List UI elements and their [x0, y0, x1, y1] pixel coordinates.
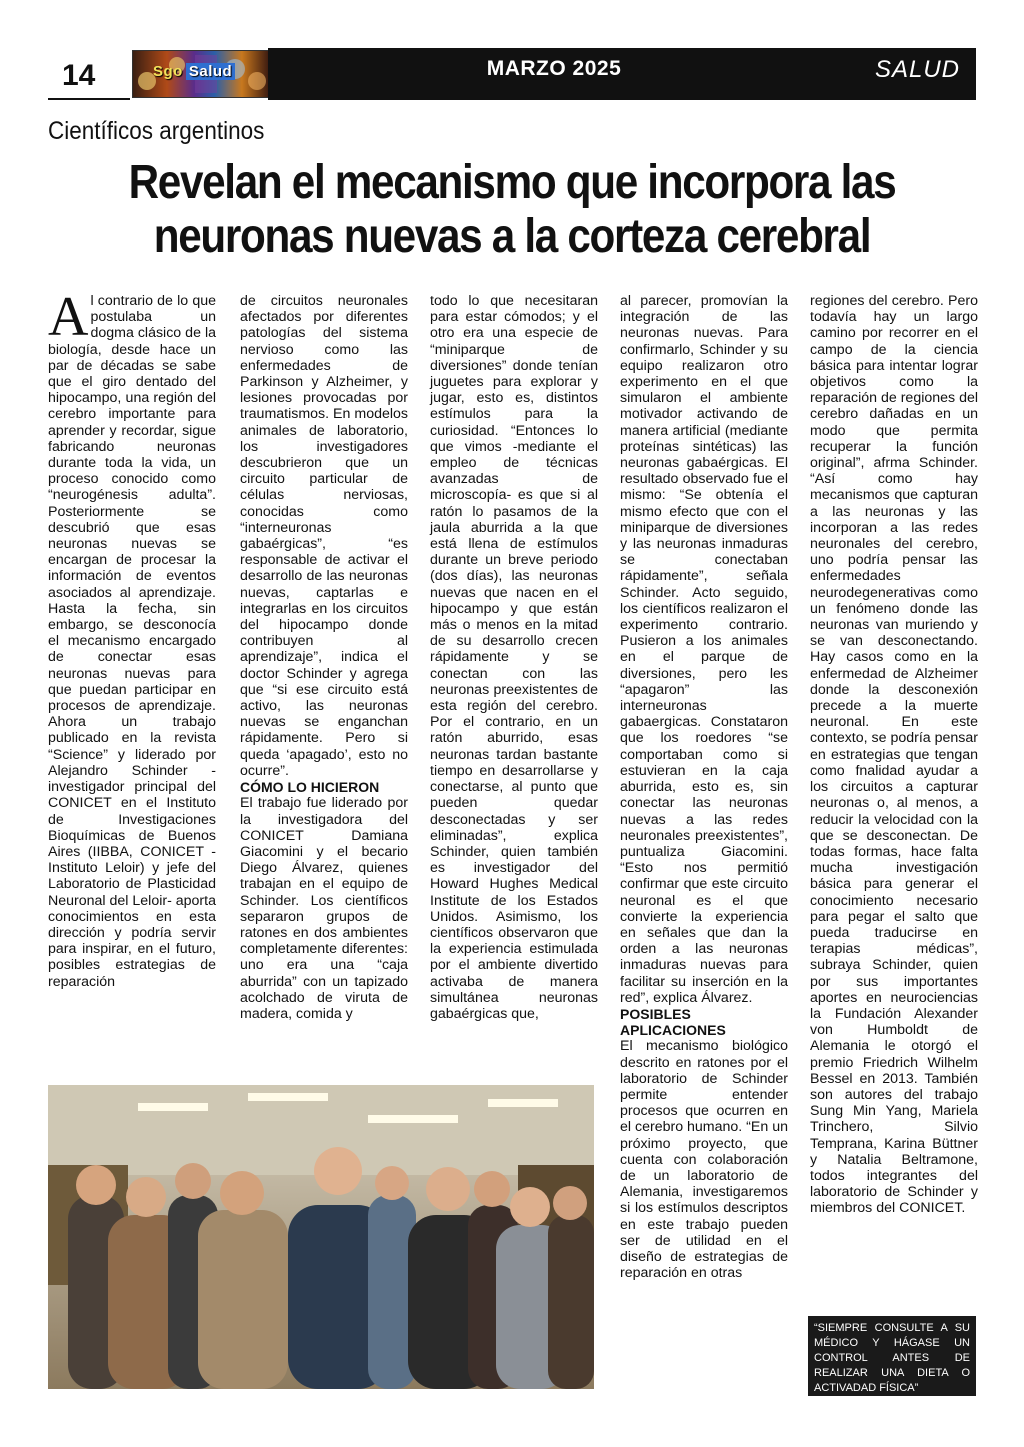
page-header	[48, 48, 976, 100]
column-3-text: todo lo que necesitaran para estar cómodos; y el otro era una especie de “miniparque de diversiones” donde tenían juguetes para explorar y jugar, esto es, distintos estímulos para la curiosidad. “Entonces lo que vimos -mediante el empleo de técnicas avanzadas de microscopía- es que si al ratón lo pasamos de la jaula aburrida a la que está llena de estímulos durante un breve periodo (dos días), las neuronas nuevas que nacen en el hipocampo y que están más o menos en la mitad de su desarrollo crecen rápidamente y se conectan con las neuronas preexistentes de esta región del cerebro. Por el contrario, en un ratón aburrido, esas neuronas tardan bastante tiempo en desarrollarse y conectarse, al punto que pueden quedar desconectadas y ser eliminadas”, explica Schinder, quien también es investigador del Howard Hughes Medical Institute de los Estados Unidos. Asimismo, los científicos observaron que la experiencia estimulada por el ambiente divertido activaba de manera simultánea neuronas gabaérgicas que,	[430, 293, 598, 1022]
drop-cap: A	[48, 286, 89, 348]
article-column-4	[620, 293, 788, 1281]
column-2-text-continued: El trabajo fue liderado por la investigadora del CONICET Damiana Giacomini y el becario Diego Álvarez, quienes trabajan en el equipo de Schinder. Los científicos separaron grupos de ratones en dos ambientes completamente diferentes: uno era una “caja aburrida” con un tapizado acolchado de viruta de madera, comida y	[240, 795, 408, 1022]
article-column-3	[430, 293, 598, 1022]
article-column-1	[48, 286, 216, 990]
research-team-photo	[48, 1085, 594, 1389]
column-5-text: regiones del cerebro. Pero todavía hay un largo camino por recorrer en el campo de la ciencia básica para intentar lograr objetivos como la reparación de regiones del cerebro dañadas en un modo que permita recuperar la función original”, afrma Schinder. “Así como hay mecanismos que capturan a las neuronas y las incorporan a las redes neuronales del cerebro, uno podría pensar las enfermedades neurodegenerativas como un fenómeno donde las neuronas van muriendo y se van desconectando. Hay casos como en la enfermedad de Alzheimer donde la desconexión precede a la muerte neuronal. En este contexto, se podría pensar en estrategias que tengan como fnalidad ayudar a los circuitos a capturar neuronas o, al menos, a reducir la velocidad con la que se desconectan. De todas formas, hace falta mucha investigación básica para generar el conocimiento necesario para pegar el salto que pueda traducirse en terapias médicas”, subraya Schinder, quien por sus importantes aportes en neurociencias la Fundación Alexander von Humboldt de Alemania le otorgó el premio Friedrich Wilhelm Bessel en 2013. También son autores del trabajo Sung Min Yang, Mariela Trinchero, Silvio Temprana, Karina Büttner y Natalia Beltramone, todos integrantes del laboratorio de Schinder y miembros del CONICET.	[810, 293, 978, 1217]
column-4-text: al parecer, promovían la integración de las neuronas nuevas. Para confirmarlo, Schinder y su equipo realizaron otro experimento en el que simularon el ambiente motivador activando de manera artificial (mediante proteínas sintéticas) las neuronas gabaérgicas. El resultado observado fue el mismo: “Se obtenía el mismo efecto que con el miniparque de diversiones y las neuronas inmaduras se conectaban rápidamente”, señala Schinder. Acto seguido, los científicos realizaron el experimento contrario. Pusieron a los animales en el parque de diversiones, pero les “apagaron” las interneuronas gabaergicas. Constataron que los roedores “se comportaban como si estuvieran en la caja aburrida, esto es, sin conectar las neuronas nuevas a las redes neuronales preexistentes”, puntualiza Giacomini. “Esto nos permitió confirmar que este circuito neuronal es el que convierte la experiencia en señales que dan la orden a las neuronas inmaduras nuevas para facilitar su inserción en la red”, explica Álvarez.	[620, 293, 788, 1006]
logo-wordmark: Sgo Salud	[153, 63, 235, 80]
column-2-text: de circuitos neuronales afectados por diferentes patologías del sistema nervioso como las enfermedades de Parkinson y Alzheimer, y lesiones provocadas por traumatismos. En modelos animales de laboratorio, los investigadores descubrieron que un circuito particular de células nerviosas, conocidas como “interneuronas gabaérgicas”, “es responsable de activar el desarrollo de las neuronas nuevas, captarlas e integrarlas en los circuitos del hipocampo donde contribuyen al aprendizaje”, indica el doctor Schinder y agrega que “si ese circuito está activo, las neuronas nuevas se enganchan rápidamente. Pero si queda ‘apagado’, esto no ocurre”.	[240, 293, 408, 779]
subheading-como-lo-hicieron: CÓMO LO HICIERON	[240, 779, 380, 796]
subheading-posibles-aplicaciones: POSIBLES APLICACIONES	[620, 1005, 726, 1039]
section-name: SALUD	[874, 56, 960, 83]
issue-date: MARZO 2025	[486, 57, 622, 80]
sgo-salud-logo	[132, 50, 270, 98]
headline-line-2: neuronas nuevas a la corteza cerebral	[153, 210, 871, 263]
headline-line-1: Revelan el mecanismo que incorpora las	[128, 156, 896, 209]
health-advice-callout: “SIEMPRE CONSULTE A SU MÉDICO Y HÁGASE UN CONTROL ANTES DE REALIZAR UNA DIETA O ACTIVADAD FÍSICA”	[808, 1316, 976, 1396]
page-number: 14	[48, 48, 130, 100]
header-bar	[268, 48, 976, 100]
article-kicker: Científicos argentinos	[48, 117, 265, 145]
article-column-2	[240, 293, 408, 1022]
column-1-text: l contrario de lo que postulaba un dogma clásico de la biología, desde hace un par de décadas se sabe que el giro dentado del hipocampo, una región del cerebro importante para aprender y recordar, sigue fabricando neuronas durante toda la vida, un proceso conocido como “neurogénesis adulta”. Posteriormente se descubrió que esas neuronas nuevas se encargan de procesar la información de eventos asociados al aprendizaje. Hasta la fecha, sin embargo, se desconocía el mecanismo encargado de conectar esas neuronas nuevas para que puedan participar en procesos de aprendizaje. Ahora un trabajo publicado en la revista “Science” y liderado por Alejandro Schinder -investigador principal del CONICET en el Instituto de Investigaciones Bioquímicas de Buenos Aires (IIBBA, CONICET - Instituto Leloir) y jefe del Laboratorio de Plasticidad Neuronal del Leloir- aporta conocimientos en esta dirección y podría servir para inspirar, en el futuro, posibles estrategias de reparación	[48, 293, 216, 990]
team-photo-illustration	[48, 1085, 594, 1389]
column-4-text-continued: El mecanismo biológico descrito en ratones por el laboratorio de Schinder permite entender procesos que ocurren en el cerebro humano. “En un próximo proyecto, que cuenta con colaboración de un laboratorio de Alemania, investigaremos si los estímulos descriptos en este trabajo pueden ser de utilidad en el diseño de estrategias de reparación en otras	[620, 1038, 788, 1282]
article-headline	[48, 156, 976, 264]
article-column-5	[810, 293, 978, 1217]
